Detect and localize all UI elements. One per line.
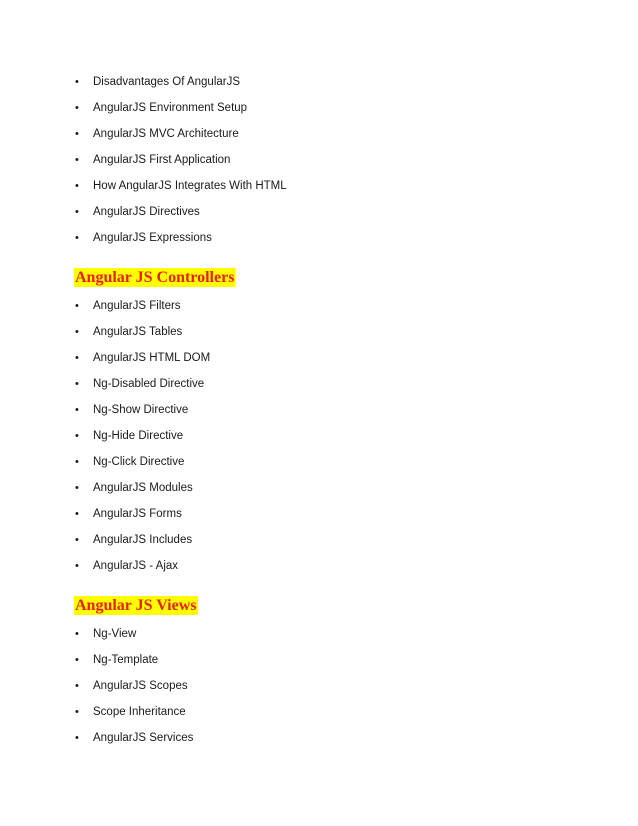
topic-list-controllers <box>0 299 638 585</box>
bullet-icon: • <box>75 534 79 546</box>
list-item-text: AngularJS Includes <box>93 534 193 546</box>
section-heading-controllers: Angular JS Controllers <box>75 269 235 286</box>
list-item <box>0 507 638 533</box>
list-item-text: AngularJS Tables <box>93 326 183 338</box>
list-item-text: Ng-Show Directive <box>93 404 189 416</box>
list-item-text: AngularJS Modules <box>93 482 193 494</box>
bullet-icon: • <box>75 456 79 468</box>
bullet-icon: • <box>75 430 79 442</box>
list-item <box>0 403 638 429</box>
bullet-icon: • <box>75 404 79 416</box>
list-item <box>0 481 638 507</box>
list-item <box>0 377 638 403</box>
bullet-icon: • <box>75 628 79 640</box>
list-item <box>0 705 638 731</box>
list-item-text: AngularJS Environment Setup <box>93 102 248 114</box>
list-item <box>0 533 638 559</box>
bullet-icon: • <box>75 206 79 218</box>
list-item <box>0 429 638 455</box>
list-item-text: Ng-View <box>93 628 137 640</box>
list-item-text: Ng-Hide Directive <box>93 430 184 442</box>
list-item-text: AngularJS - Ajax <box>93 560 179 572</box>
bullet-icon: • <box>75 128 79 140</box>
bullet-icon: • <box>75 482 79 494</box>
bullet-icon: • <box>75 560 79 572</box>
list-item <box>0 731 638 757</box>
bullet-icon: • <box>75 180 79 192</box>
list-item-text: Ng-Template <box>93 654 159 666</box>
list-item-text: Ng-Disabled Directive <box>93 378 205 390</box>
list-item <box>0 351 638 377</box>
list-item-text: AngularJS Scopes <box>93 680 188 692</box>
list-item <box>0 153 638 179</box>
bullet-icon: • <box>75 508 79 520</box>
list-item-text: AngularJS HTML DOM <box>93 352 211 364</box>
bullet-icon: • <box>75 352 79 364</box>
list-item <box>0 205 638 231</box>
list-item <box>0 101 638 127</box>
bullet-icon: • <box>75 680 79 692</box>
bullet-icon: • <box>75 378 79 390</box>
list-item <box>0 653 638 679</box>
list-item-text: Disadvantages Of AngularJS <box>93 76 241 88</box>
list-item-text: AngularJS Filters <box>93 300 181 312</box>
bullet-icon: • <box>75 326 79 338</box>
list-item <box>0 679 638 705</box>
list-item <box>0 75 638 101</box>
section-heading-views: Angular JS Views <box>75 597 197 614</box>
topic-list-views <box>0 627 638 757</box>
list-item-text: How AngularJS Integrates With HTML <box>93 180 287 192</box>
bullet-icon: • <box>75 706 79 718</box>
bullet-icon: • <box>75 654 79 666</box>
list-item <box>0 455 638 481</box>
list-item-text: AngularJS First Application <box>93 154 231 166</box>
list-item <box>0 179 638 205</box>
list-item-text: AngularJS Expressions <box>93 232 212 244</box>
list-item-text: AngularJS Directives <box>93 206 200 218</box>
bullet-icon: • <box>75 154 79 166</box>
list-item-text: AngularJS Forms <box>93 508 182 520</box>
list-item <box>0 299 638 325</box>
bullet-icon: • <box>75 102 79 114</box>
list-item <box>0 559 638 585</box>
list-item-text: Ng-Click Directive <box>93 456 185 468</box>
bullet-icon: • <box>75 300 79 312</box>
topic-list-intro <box>0 75 638 257</box>
bullet-icon: • <box>75 232 79 244</box>
list-item-text: Scope Inheritance <box>93 706 186 718</box>
list-item <box>0 627 638 653</box>
list-item-text: AngularJS MVC Architecture <box>93 128 239 140</box>
list-item-text: AngularJS Services <box>93 732 194 744</box>
list-item <box>0 231 638 257</box>
bullet-icon: • <box>75 76 79 88</box>
bullet-icon: • <box>75 732 79 744</box>
list-item <box>0 325 638 351</box>
list-item <box>0 127 638 153</box>
